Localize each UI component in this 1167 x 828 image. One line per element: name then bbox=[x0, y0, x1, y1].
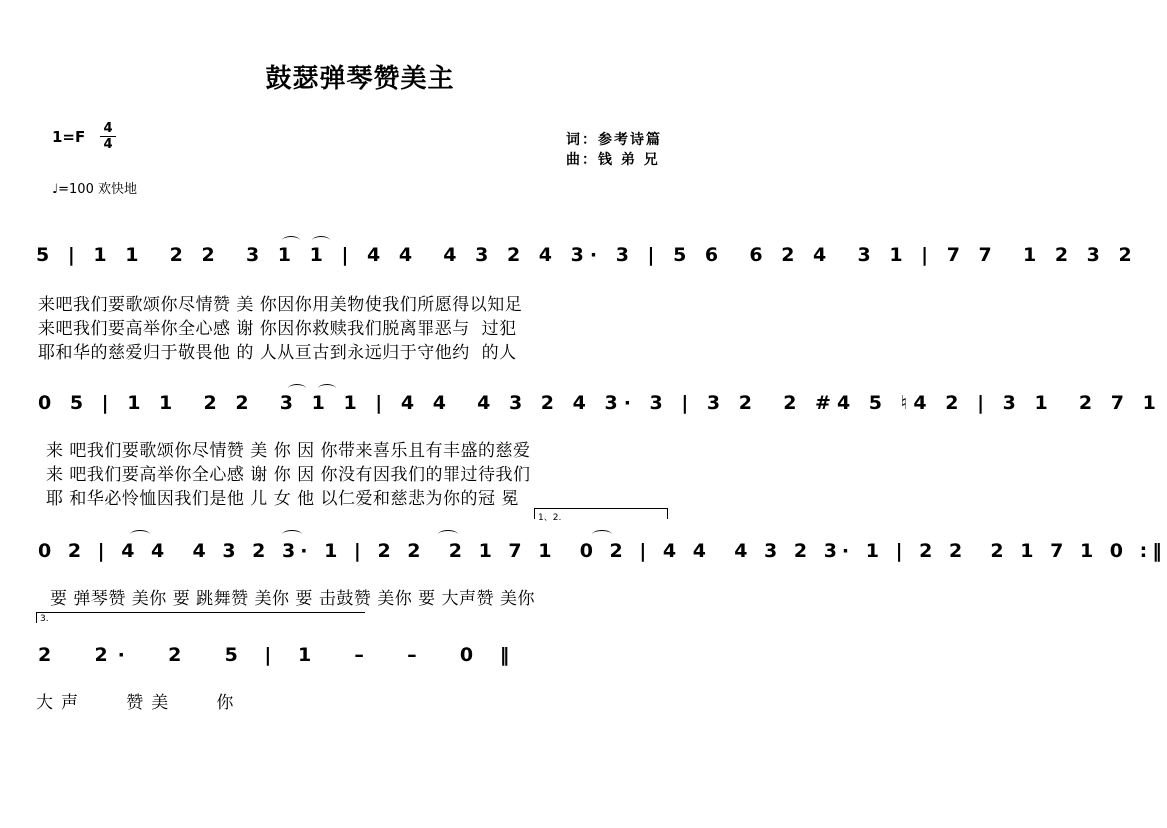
lyric-verse-3: 耶 和华必怜恤因我们是他 儿 女 他 以仁爱和慈悲为你的冠 冕 bbox=[46, 489, 519, 509]
slur bbox=[312, 236, 330, 245]
volta-third-ending bbox=[36, 612, 365, 623]
score-row-1 bbox=[0, 230, 1138, 363]
notation-line: 0 2 | 4 4 4 3 2 3· 1 | 2 2 2 1 7 1 0 2 | 4 4 4 3 2 3· 1 | 2 2 2 1 7 1 0 :‖ bbox=[38, 540, 1167, 562]
lyric-verse-1: 大声 赞美 你 bbox=[36, 693, 242, 713]
tempo-marking: ♩=100 欢快地 bbox=[52, 182, 137, 197]
lyric-verse-2: 来 吧我们要高举你全心感 谢 你 因 你没有因我们的罪过待我们 bbox=[46, 465, 531, 485]
notation-line: 5 | 1 1 2 2 3 1 1 | 4 4 4 3 2 4 3· 3 | 5 6 6 2 4 3 1 | 7 7 1 2 3 2 bbox=[36, 244, 1138, 266]
time-signature-top: 4 bbox=[103, 121, 113, 136]
lyric-verse-2: 来吧我们要高举你全心感 谢 你因你救赎我们脱离罪恶与 过犯 bbox=[38, 319, 517, 339]
slur bbox=[288, 384, 306, 393]
credits bbox=[566, 130, 662, 170]
time-signature-bottom: 4 bbox=[103, 137, 113, 152]
score-row-3 bbox=[0, 530, 1167, 610]
song-title: 鼓瑟弹琴赞美主 bbox=[265, 64, 455, 94]
notation-line: 0 5 | 1 1 2 2 3 1 1 | 4 4 4 3 2 4 3· 3 | 3 2 2 #4 5 ♮4 2 | 3 1 2 7 1 bbox=[38, 392, 1162, 414]
lyric-verse-1: 要 弹琴赞 美你 要 跳舞赞 美你 要 击鼓赞 美你 要 大声赞 美你 bbox=[50, 589, 535, 609]
lyric-verse-1: 来吧我们要歌颂你尽情赞 美 你因你用美物使我们所愿得以知足 bbox=[38, 295, 523, 315]
key-signature: 1=F bbox=[52, 128, 86, 146]
composer: 曲：钱 弟 兄 bbox=[566, 152, 660, 168]
volta-third-label: 3. bbox=[40, 614, 49, 624]
lyric-verse-1: 来 吧我们要歌颂你尽情赞 美 你 因 你带来喜乐且有丰盛的慈爱 bbox=[46, 441, 531, 461]
notation-line: 2 2· 2 5 | 1 – – 0 ‖ bbox=[38, 644, 520, 666]
volta-first-label: 1、2. bbox=[538, 513, 562, 523]
slur bbox=[318, 384, 336, 393]
slur bbox=[592, 530, 612, 539]
time-signature bbox=[100, 122, 116, 151]
lyricist: 词：参考诗篇 bbox=[566, 132, 662, 148]
slur bbox=[282, 530, 302, 539]
score-row-4 bbox=[0, 640, 720, 720]
slur bbox=[438, 530, 458, 539]
slur bbox=[282, 236, 300, 245]
lyric-verse-3: 耶和华的慈爱归于敬畏他 的 人从亘古到永远归于守他约 的人 bbox=[38, 343, 517, 363]
score-row-2 bbox=[0, 378, 1162, 509]
slur bbox=[130, 530, 150, 539]
